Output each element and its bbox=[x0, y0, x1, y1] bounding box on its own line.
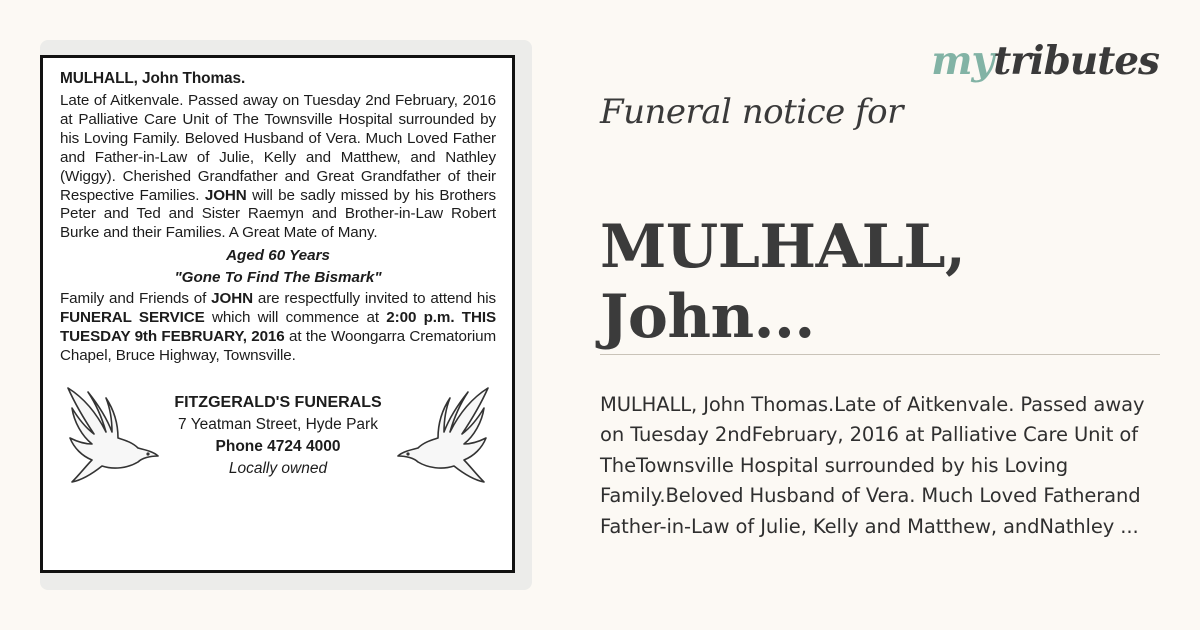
notice-paragraph-1 bbox=[60, 92, 496, 243]
notice-service: FUNERAL SERVICE bbox=[60, 309, 205, 327]
notice-image bbox=[40, 55, 515, 573]
notice-john: JOHN bbox=[204, 186, 247, 204]
notice-john: JOHN bbox=[211, 290, 253, 308]
notice-text: at the Woongarra Crematorium Chapel, Bruce Highway, Townsville. bbox=[60, 328, 497, 364]
funeral-home-name: FITZGERALD'S FUNERALS bbox=[174, 393, 382, 411]
funeral-home-tagline: Locally owned bbox=[228, 459, 328, 477]
funeral-home-text bbox=[60, 392, 496, 480]
funeral-home-phone: Phone 4724 4000 bbox=[215, 437, 341, 455]
notice-text: which will commence at bbox=[211, 309, 379, 327]
notice-age: Aged 60 Years bbox=[226, 247, 330, 265]
brand-logo[interactable] bbox=[931, 38, 1159, 84]
notice-card bbox=[40, 40, 532, 590]
notice-excerpt: MULHALL, John Thomas.Late of Aitkenvale. Passed away on Tuesday 2ndFebruary, 2016 at Palliative Care Unit of TheTownsville Hospital surrounded by his Loving Family.Beloved Husband of Vera. Much Loved Fatherand Father-in-Law of Julie, Kelly and Matthew, andNathley ... bbox=[600, 393, 1145, 538]
notice-paragraph-2 bbox=[60, 290, 496, 366]
brand-logo-my: my bbox=[931, 38, 994, 84]
notice-text: Family and Friends of bbox=[60, 290, 207, 308]
brand-logo-tributes: tributes bbox=[993, 38, 1159, 84]
notice-text: are respectfully invited to attend his bbox=[257, 290, 496, 308]
divider bbox=[600, 354, 1160, 355]
notice-quote: "Gone To Find The Bismark" bbox=[174, 269, 382, 287]
notice-time: 2:00 p.m. THIS TUESDAY 9th FEBRUARY, 2016 bbox=[60, 309, 496, 346]
notice-name: MULHALL, John Thomas. bbox=[60, 70, 246, 87]
notice-text: Late of Aitkenvale. Passed away on Tuesday 2nd February, 2016 at Palliative Care Unit of The Townsville Hospital surrounded by his Loving Family. Beloved Husband of Vera. Much Loved Father and Father-in-Law of Julie, Kelly and Matthew, and Nathley (Wiggy). Cherished Grandfather and Great Grandfather of their Respective Families. bbox=[60, 92, 496, 204]
page-title: MULHALL, John... bbox=[600, 212, 966, 352]
funeral-home-block bbox=[60, 392, 496, 512]
funeral-home-address: 7 Yeatman Street, Hyde Park bbox=[178, 415, 378, 433]
notice-text: will be sadly missed by his Brothers Peter and Ted and Sister Raemyn and Brother-in-Law Robert Burke and their Families. A Great Mate of Many. bbox=[60, 186, 496, 242]
page-subtitle: Funeral notice for bbox=[600, 92, 903, 132]
